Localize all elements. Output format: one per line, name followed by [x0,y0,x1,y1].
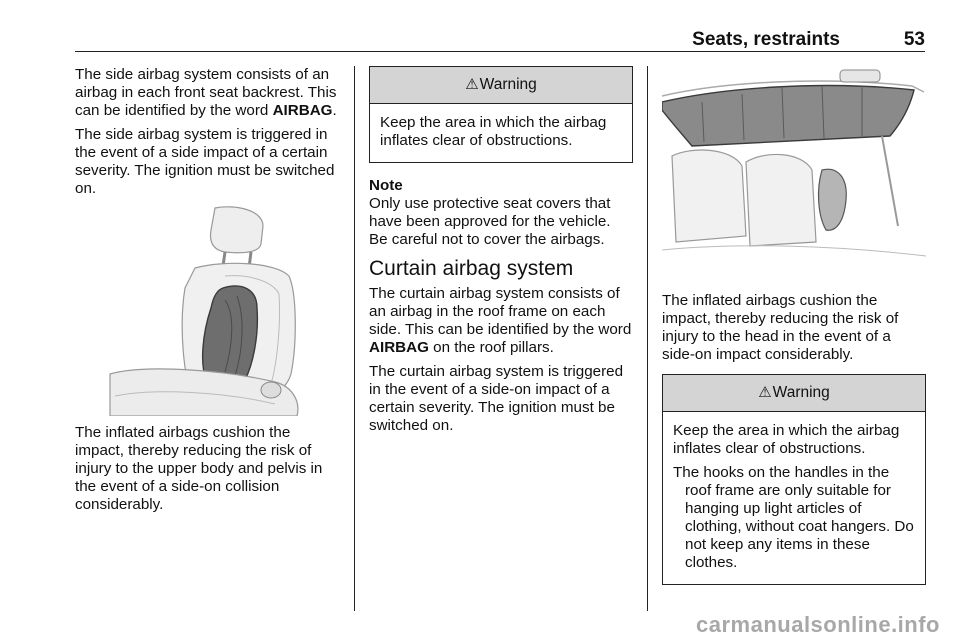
warning-box [369,66,633,163]
note-text: Only use protective seat covers that have been approved for the vehicle. Be careful not to cover the airbags. [369,195,611,248]
warning-label: Warning [479,76,537,93]
warning-label: Warning [772,384,830,401]
section-title: Curtain airbag system [369,257,574,280]
warning-box [662,374,926,585]
page-number: 53 [903,29,925,50]
page-header [75,27,925,52]
paragraph: The curtain airbag system consists of an airbag in the roof frame on each side. This can be identified by the word AIRBAG on the roof pillars. [369,285,632,356]
paragraph: The side airbag system is triggered in the event of a side impact of a certain severity. The ignition must be switched on. [75,126,335,197]
paragraph: The inflated airbags cushion the impact, thereby reducing the risk of injury to the head in the event of a side-on impact considerably. [662,292,899,363]
note-label: Note [369,177,403,194]
column-2 [369,66,633,441]
paragraph: The side airbag system consists of an airbag in each front seat backrest. This can be identified by the word AIRBAG. [75,66,337,119]
seat-side-airbag-illustration [75,204,343,416]
warning-text: Keep the area in which the airbag inflates clear of obstructions. [380,114,607,149]
watermark: carmanualsonline.info [696,612,940,637]
airbag-label-bold: AIRBAG [369,339,429,356]
curtain-airbag-illustration [662,66,926,262]
warning-header [663,375,925,412]
column-divider [354,66,355,611]
warning-body [663,412,925,584]
column-3 [662,66,926,585]
warning-text: The hooks on the handles in the roof frame are only suitable for hanging up light articles of clothing, without coat hangers. Do not keep any items in these clothes. [673,464,914,571]
column-divider [647,66,648,611]
paragraph: The inflated airbags cushion the impact, thereby reducing the risk of injury to the upper body and pelvis in the event of a side-on collision considerably. [75,424,323,513]
warning-triangle-icon: ⚠ [465,76,479,93]
airbag-label-bold: AIRBAG [272,102,333,119]
warning-text: Keep the area in which the airbag inflates clear of obstructions. [673,422,900,457]
column-1 [75,66,343,520]
warning-body [370,104,632,162]
warning-triangle-icon: ⚠ [758,384,772,401]
section-header-title: Seats, restraints [692,29,840,50]
warning-header [370,67,632,104]
paragraph: The curtain airbag system is triggered in the event of a side-on impact of a certain severity. The ignition must be switched on. [369,363,624,434]
